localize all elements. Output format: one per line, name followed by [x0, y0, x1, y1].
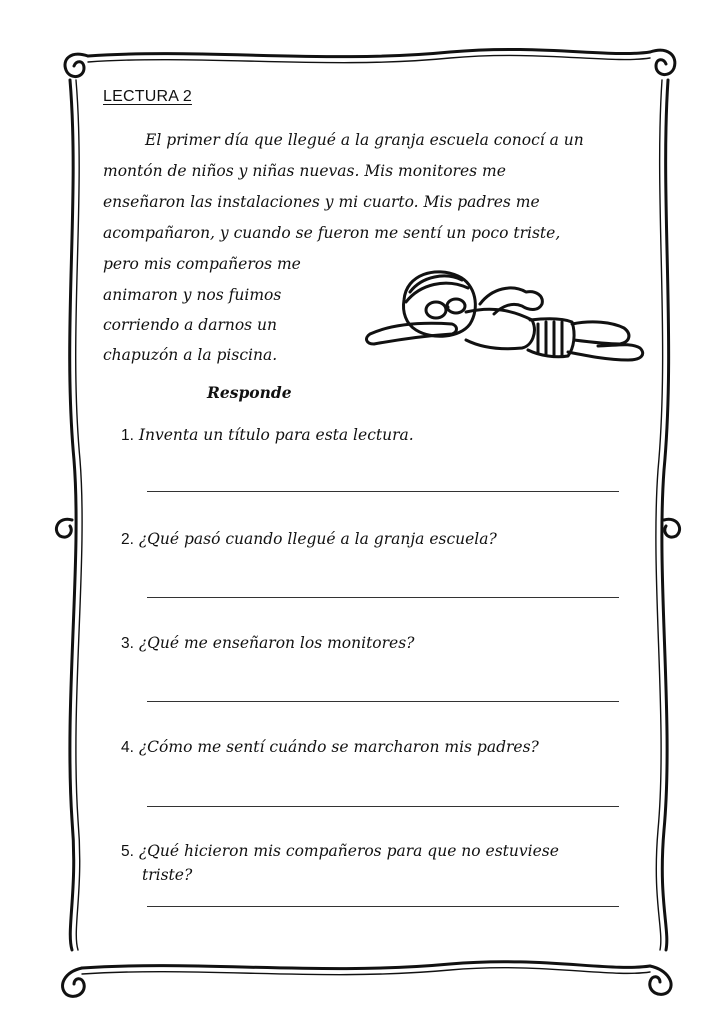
question-3 [121, 634, 414, 653]
reading-line: pero mis compañeros me [103, 255, 301, 273]
reading-line: corriendo a darnos un [103, 316, 278, 334]
question-text: ¿Cómo me sentí cuándo se marcharon mis padres? [138, 738, 539, 756]
reading-line: animaron y nos fuimos [103, 286, 282, 304]
question-number: 1. [121, 427, 134, 444]
answer-line-3[interactable] [147, 701, 619, 702]
question-text: ¿Qué me enseñaron los monitores? [138, 634, 415, 652]
answer-line-5[interactable] [147, 906, 619, 907]
question-text: ¿Qué pasó cuando llegué a la granja escuela? [138, 530, 497, 548]
answer-line-2[interactable] [147, 597, 619, 598]
question-number: 2. [121, 531, 134, 548]
responde-heading: Responde [207, 383, 292, 402]
reading-title: LECTURA 2 [103, 88, 192, 105]
reading-line: El primer día que llegué a la granja escuela conocí a un [145, 131, 584, 149]
reading-line: chapuzón a la piscina. [103, 346, 278, 364]
question-number: 4. [121, 739, 134, 756]
answer-line-1[interactable] [147, 491, 619, 492]
question-2 [121, 530, 497, 549]
question-1 [121, 426, 414, 445]
question-5-continuation: triste? [142, 866, 193, 884]
question-4 [121, 738, 539, 757]
question-number: 3. [121, 635, 134, 652]
reading-line: acompañaron, y cuando se fueron me sentí un poco triste, [103, 224, 561, 242]
reading-line: montón de niños y niñas nuevas. Mis monitores me [103, 162, 506, 180]
question-text: Inventa un título para esta lectura. [138, 426, 414, 444]
reading-line: enseñaron las instalaciones y mi cuarto. Mis padres me [103, 193, 540, 211]
question-number: 5. [121, 843, 134, 860]
answer-line-4[interactable] [147, 806, 619, 807]
question-text: ¿Qué hicieron mis compañeros para que no estuviese [138, 842, 559, 860]
question-5 [121, 842, 559, 861]
swimming-child-icon [362, 262, 652, 377]
